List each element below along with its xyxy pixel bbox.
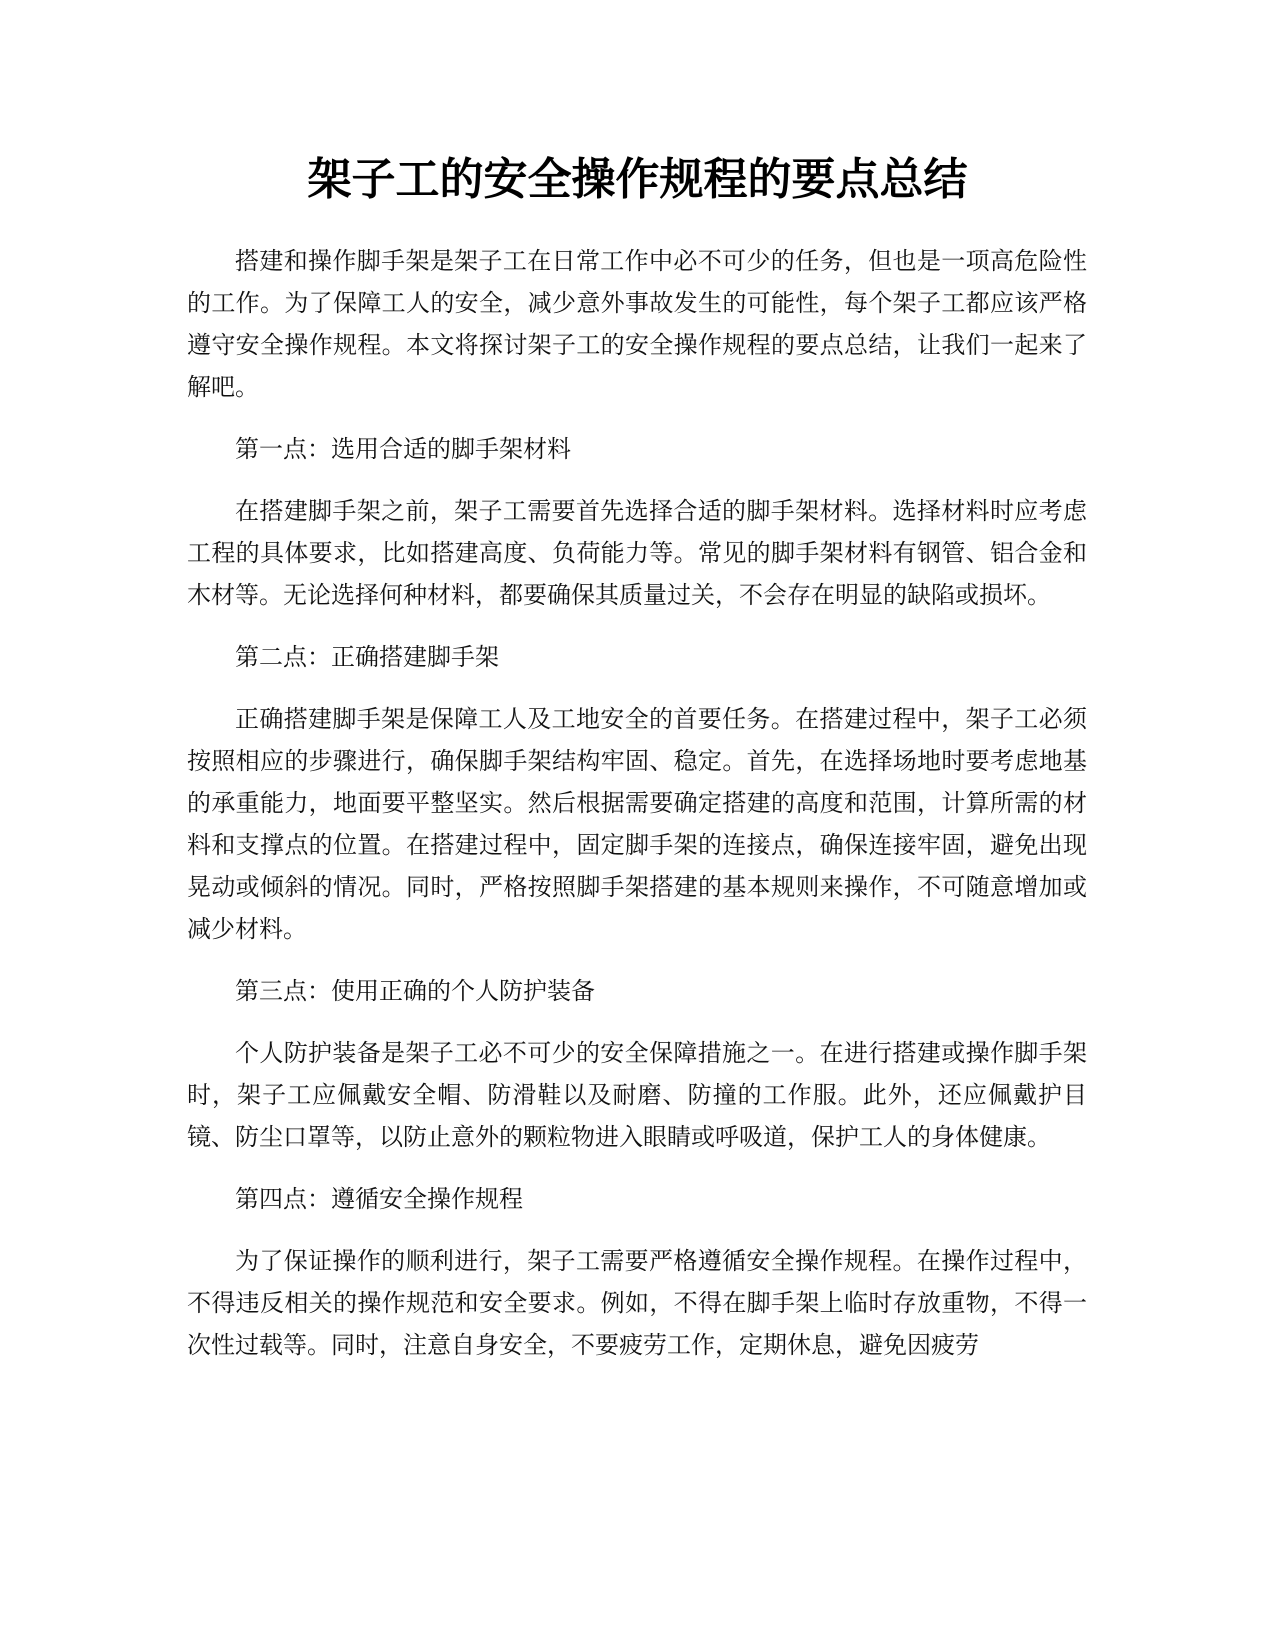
document-body xyxy=(187,240,1087,1386)
section-body-4: 为了保证操作的顺利进行，架子工需要严格遵循安全操作规程。在操作过程中，不得违反相关的操作规范和安全要求。例如，不得在脚手架上临时存放重物，不得一次性过载等。同时，注意自身安全，不要疲劳工作，定期休息，避免因疲劳 xyxy=(187,1247,1087,1359)
section-heading-1: 第一点：选用合适的脚手架材料 xyxy=(235,435,571,463)
section-heading-3: 第三点：使用正确的个人防护装备 xyxy=(235,977,595,1005)
section-heading-4: 第四点：遵循安全操作规程 xyxy=(235,1185,523,1213)
intro-paragraph: 搭建和操作脚手架是架子工在日常工作中必不可少的任务，但也是一项高危险性的工作。为了保障工人的安全，减少意外事故发生的可能性，每个架子工都应该严格遵守安全操作规程。本文将探讨架子工的安全操作规程的要点总结，让我们一起来了解吧。 xyxy=(187,247,1087,401)
section-heading-2: 第二点：正确搭建脚手架 xyxy=(235,643,499,671)
document-title: 架子工的安全操作规程的要点总结 xyxy=(307,154,968,205)
section-body-2: 正确搭建脚手架是保障工人及工地安全的首要任务。在搭建过程中，架子工必须按照相应的步骤进行，确保脚手架结构牢固、稳定。首先，在选择场地时要考虑地基的承重能力，地面要平整坚实。然后根据需要确定搭建的高度和范围，计算所需的材料和支撑点的位置。在搭建过程中，固定脚手架的连接点，确保连接牢固，避免出现晃动或倾斜的情况。同时，严格按照脚手架搭建的基本规则来操作，不可随意增加或减少材料。 xyxy=(187,705,1087,943)
section-body-1: 在搭建脚手架之前，架子工需要首先选择合适的脚手架材料。选择材料时应考虑工程的具体要求，比如搭建高度、负荷能力等。常见的脚手架材料有钢管、铝合金和木材等。无论选择何种材料，都要确保其质量过关，不会存在明显的缺陷或损坏。 xyxy=(187,497,1087,609)
section-body-3: 个人防护装备是架子工必不可少的安全保障措施之一。在进行搭建或操作脚手架时，架子工应佩戴安全帽、防滑鞋以及耐磨、防撞的工作服。此外，还应佩戴护目镜、防尘口罩等，以防止意外的颗粒物进入眼睛或呼吸道，保护工人的身体健康。 xyxy=(187,1039,1087,1151)
